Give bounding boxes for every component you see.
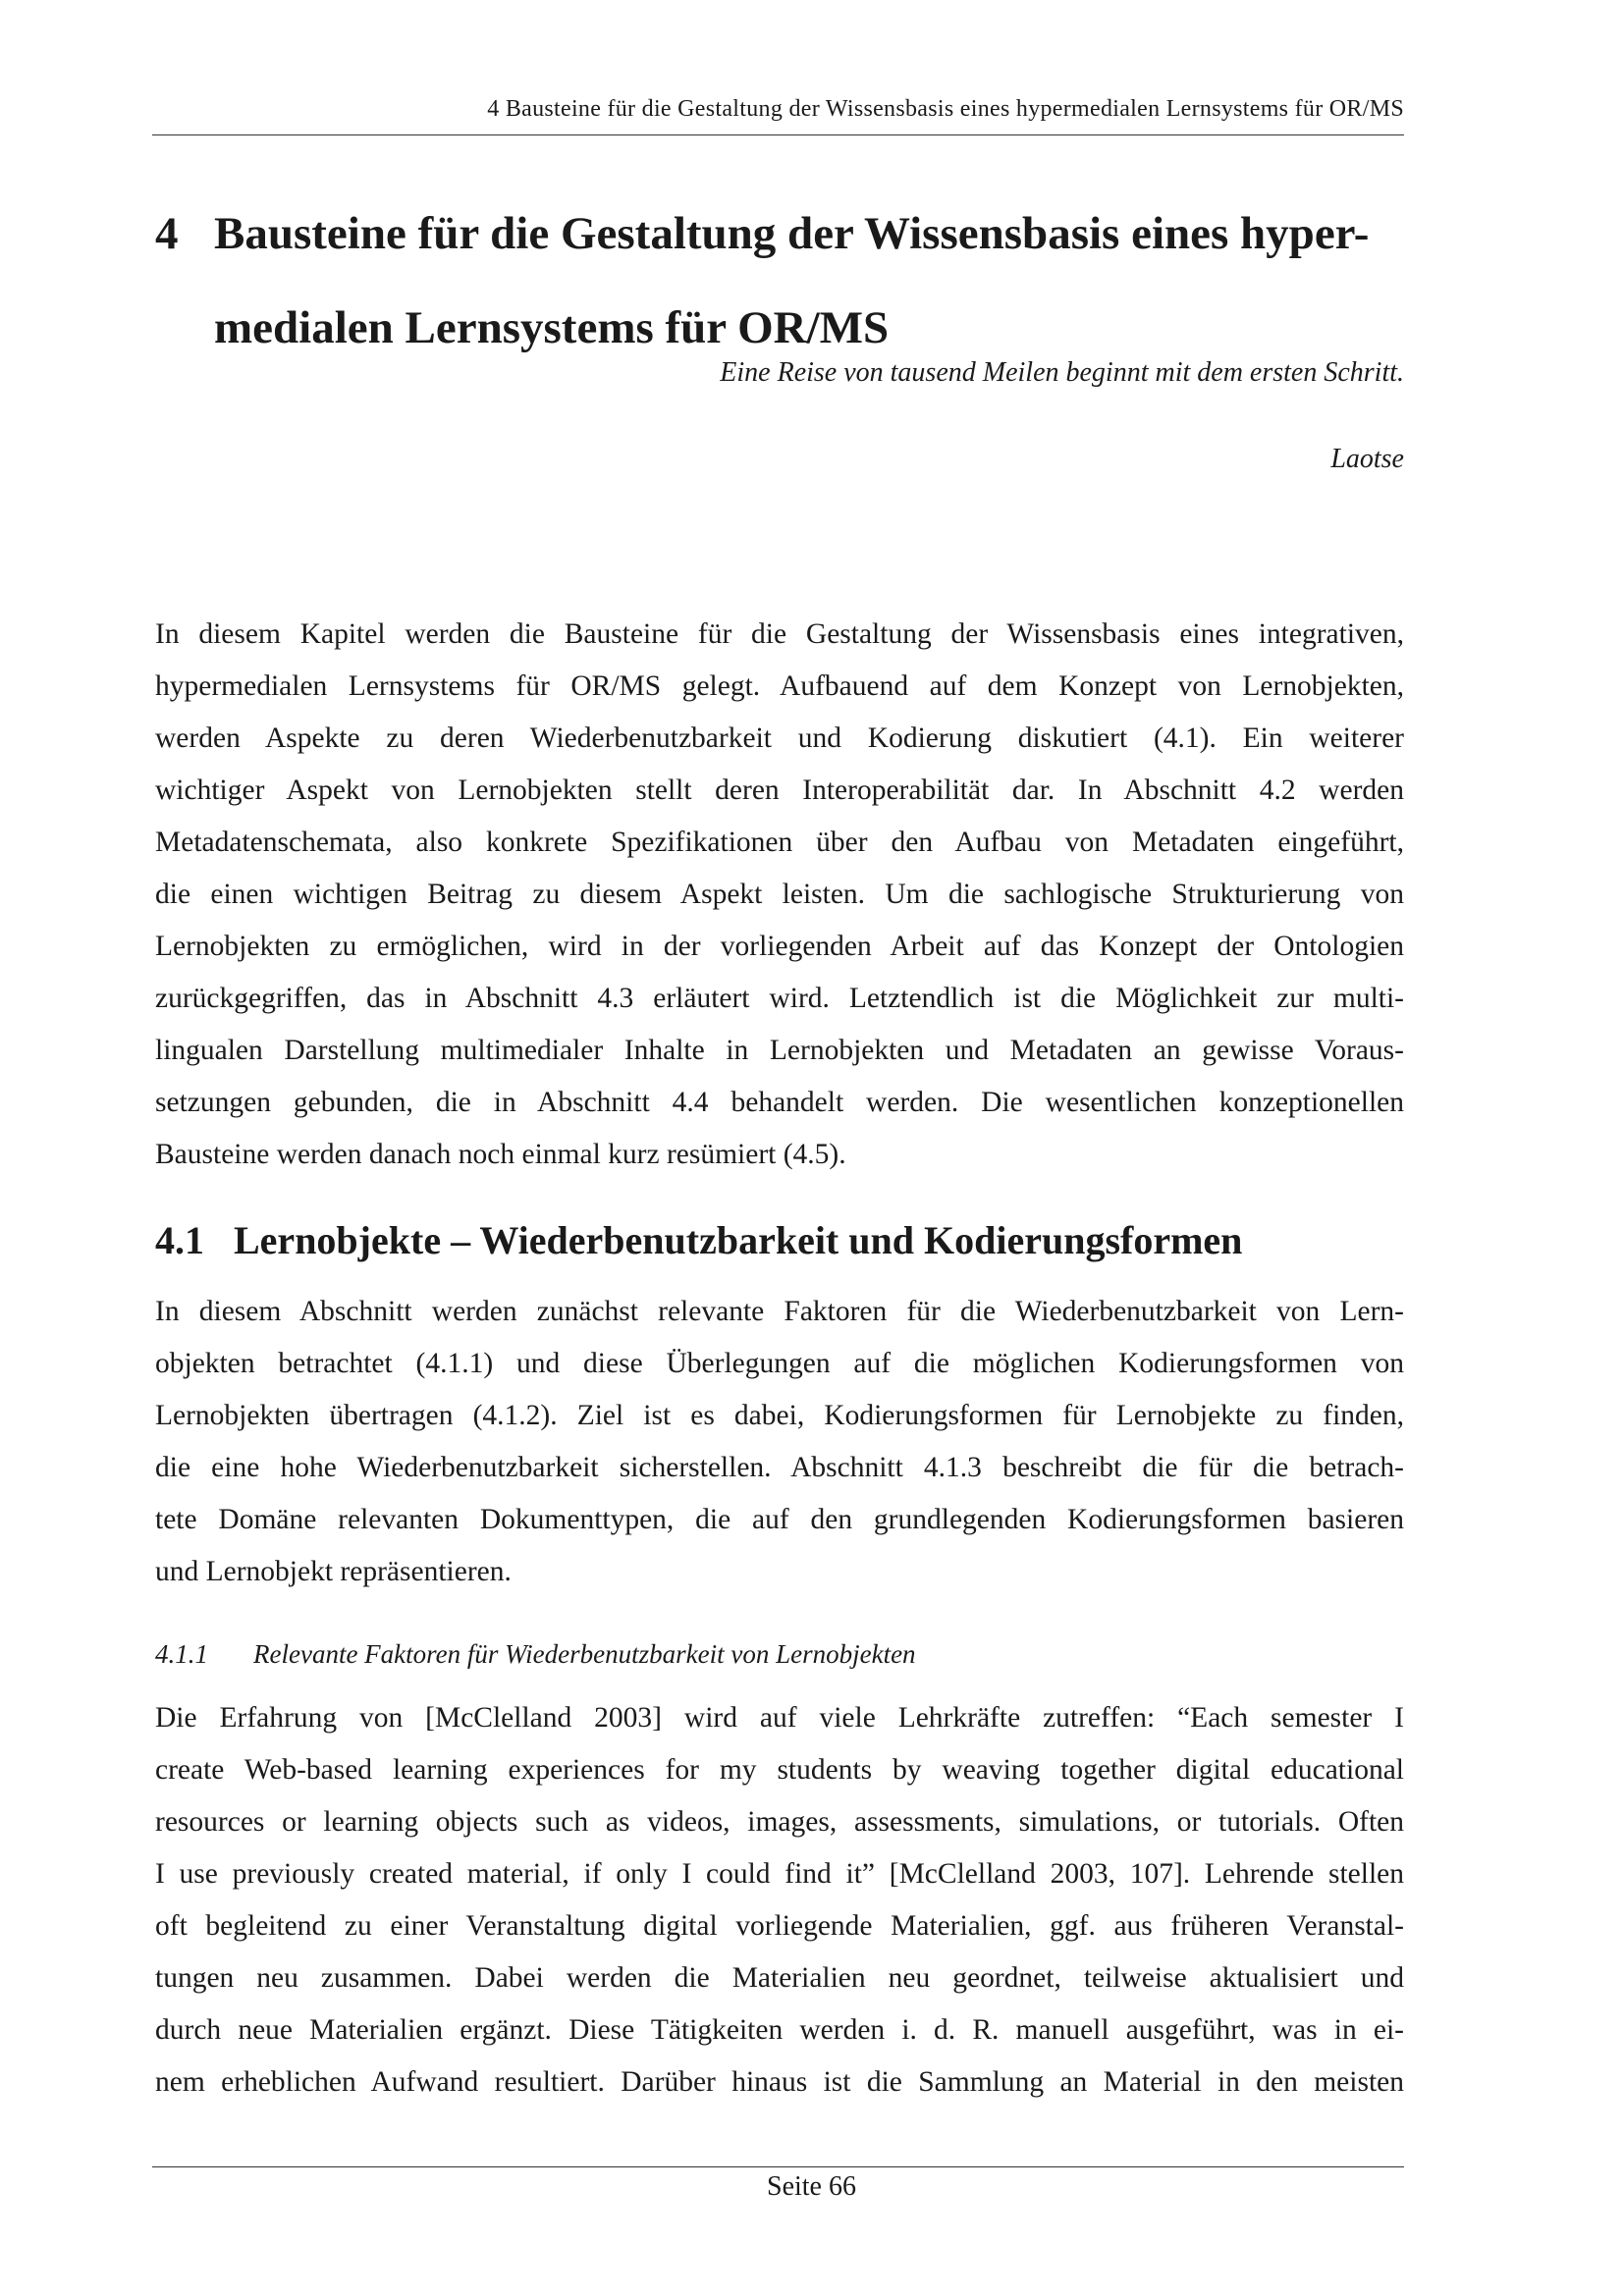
text-line: tete Domäne relevanten Dokumenttypen, die auf den grundlegenden Kodierungsformen basieren <box>155 1504 1404 1535</box>
epigraph-quote: Eine Reise von tausend Meilen beginnt mit dem ersten Schritt. <box>720 357 1404 388</box>
subsection-heading <box>155 1639 916 1670</box>
text-line: nem erheblichen Aufwand resultiert. Darüber hinaus ist die Sammlung an Material in den meisten <box>155 2066 1404 2098</box>
text-line: und Lernobjekt repräsentieren. <box>155 1556 512 1587</box>
text-line: durch neue Materialien ergänzt. Diese Tätigkeiten werden i. d. R. manuell ausgeführt, was in ei- <box>155 2014 1404 2046</box>
text-line: oft begleitend zu einer Veranstaltung digital vorliegende Materialien, ggf. aus früheren Veranstal- <box>155 1910 1404 1942</box>
chapter-title <box>155 187 1412 375</box>
section-paragraph <box>155 1286 1404 1598</box>
footer-rule <box>152 2166 1404 2167</box>
text-line: resources or learning objects such as videos, images, assessments, simulations, or tutorials. Often <box>155 1806 1404 1838</box>
text-line: I use previously created material, if only I could find it” [McClelland 2003, 107]. Lehrende stellen <box>155 1858 1404 1890</box>
text-line: Lernobjekten zu ermöglichen, wird in der vorliegenden Arbeit auf das Konzept der Ontologien <box>155 931 1404 962</box>
text-line: objekten betrachtet (4.1.1) und diese Überlegungen auf die möglichen Kodierungsformen von <box>155 1348 1404 1379</box>
chapter-title-line-2: medialen Lernsystems für OR/MS <box>214 302 890 353</box>
subsection-title: Relevante Faktoren für Wiederbenutzbarkeit von Lernobjekten <box>253 1639 916 1669</box>
text-line: create Web-based learning experiences for my students by weaving together digital educational <box>155 1754 1404 1786</box>
text-line: hypermedialen Lernsystems für OR/MS gelegt. Aufbauend auf dem Konzept von Lernobjekten, <box>155 670 1404 702</box>
text-line: In diesem Kapitel werden die Bausteine für die Gestaltung der Wissensbasis eines integrativen, <box>155 618 1404 650</box>
text-line: die eine hohe Wiederbenutzbarkeit sicherstellen. Abschnitt 4.1.3 beschreibt die für die betrach- <box>155 1452 1404 1483</box>
text-line: Bausteine werden danach noch einmal kurz resümiert (4.5). <box>155 1139 846 1170</box>
page-number: Seite 66 <box>767 2171 856 2202</box>
header-rule <box>152 134 1404 135</box>
text-line: Metadatenschemata, also konkrete Spezifikationen über den Aufbau von Metadaten eingeführt, <box>155 827 1404 858</box>
text-line: Lernobjekten übertragen (4.1.2). Ziel ist es dabei, Kodierungsformen für Lernobjekte zu finden, <box>155 1400 1404 1431</box>
text-line: die einen wichtigen Beitrag zu diesem Aspekt leisten. Um die sachlogische Strukturierung von <box>155 879 1404 910</box>
text-line: Die Erfahrung von [McClelland 2003] wird auf viele Lehrkräfte zutreffen: “Each semester I <box>155 1702 1404 1734</box>
section-number: 4.1 <box>155 1218 204 1262</box>
text-line: werden Aspekte zu deren Wiederbenutzbarkeit und Kodierung diskutiert (4.1). Ein weiterer <box>155 722 1404 754</box>
section-title: Lernobjekte – Wiederbenutzbarkeit und Kodierungsformen <box>234 1218 1243 1262</box>
epigraph-author: Laotse <box>1330 444 1404 474</box>
running-header: 4 Bausteine für die Gestaltung der Wissensbasis eines hypermedialen Lernsystems für OR/MS <box>487 96 1404 122</box>
chapter-number: 4 <box>155 208 179 259</box>
intro-paragraph <box>155 609 1404 1181</box>
text-line: wichtiger Aspekt von Lernobjekten stellt deren Interoperabilität dar. In Abschnitt 4.2 werden <box>155 774 1404 806</box>
text-line: tungen neu zusammen. Dabei werden die Materialien neu geordnet, teilweise aktualisiert und <box>155 1962 1404 1994</box>
subsection-number: 4.1.1 <box>155 1639 208 1669</box>
text-line: zurückgegriffen, das in Abschnitt 4.3 erläutert wird. Letztendlich ist die Möglichkeit zur multi- <box>155 983 1404 1014</box>
subsection-paragraph <box>155 1692 1404 2109</box>
chapter-title-line-1: Bausteine für die Gestaltung der Wissensbasis eines hyper- <box>214 208 1370 259</box>
text-line: setzungen gebunden, die in Abschnitt 4.4 behandelt werden. Die wesentlichen konzeptionellen <box>155 1087 1404 1118</box>
section-heading <box>155 1217 1242 1263</box>
text-line: In diesem Abschnitt werden zunächst relevante Faktoren für die Wiederbenutzbarkeit von Lern- <box>155 1296 1404 1327</box>
text-line: lingualen Darstellung multimedialer Inhalte in Lernobjekten und Metadaten an gewisse Voraus- <box>155 1035 1404 1066</box>
